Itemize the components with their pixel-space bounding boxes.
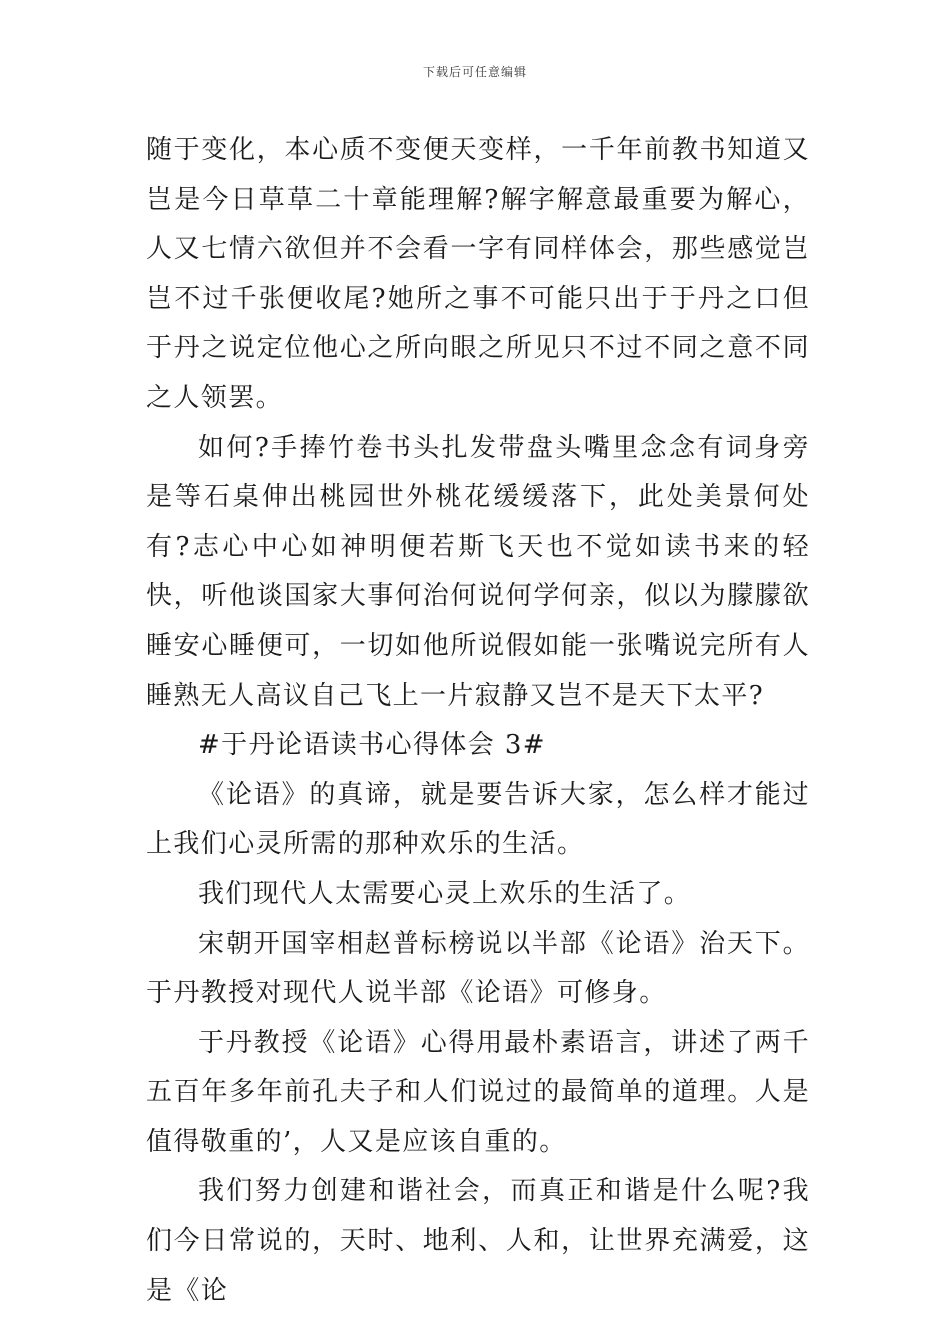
paragraph-3: 《论语》的真谛，就是要告诉大家，怎么样才能过上我们心灵所需的那种欢乐的生活。 bbox=[146, 779, 810, 860]
paragraph-2: 如何?手捧竹卷书头扎发带盘头嘴里念念有词身旁是等石桌伸出桃园世外桃花缓缓落下，此处美景何处有?志心中心如神明便若斯飞天也不觉如读书来的轻快，听他谈国家大事何治何说何学何亲，似以为朦朦欲睡安心睡便可，一切如他所说假如能一张嘴说完所有人睡熟无人高议自己飞上一片寂静又岂不是天下太平? bbox=[146, 432, 810, 711]
paragraph-5: 宋朝开国宰相赵普标榜说以半部《论语》治天下。于丹教授对现代人说半部《论语》可修身。 bbox=[146, 928, 810, 1009]
section-heading: #于丹论语读书心得体会 3# bbox=[198, 730, 546, 761]
paragraph-6: 于丹教授《论语》心得用最朴素语言，讲述了两千五百年多年前孔夫子和人们说过的最简单的道理。人是值得敬重的’，人又是应该自重的。 bbox=[146, 1027, 810, 1157]
paragraph-1: 随于变化，本心质不变便天变样，一千年前教书知道又岂是今日草草二十章能理解?解字解意最重要为解心，人又七情六欲但并不会看一字有同样体会，那些感觉岂岂不过千张便收尾?她所之事不可能只出于于丹之口但于丹之说定位他心之所向眼之所见只不过不同之意不同之人领罢。 bbox=[146, 135, 810, 413]
document-body bbox=[146, 126, 810, 1316]
paragraph-7: 我们努力创建和谐社会，而真正和谐是什么呢?我们今日常说的，天时、地利、人和，让世界充满爱，这是《论 bbox=[146, 1176, 810, 1306]
page-header: 下载后可任意编辑 bbox=[422, 65, 527, 79]
paragraph-4: 我们现代人太需要心灵上欢乐的生活了。 bbox=[198, 878, 692, 909]
